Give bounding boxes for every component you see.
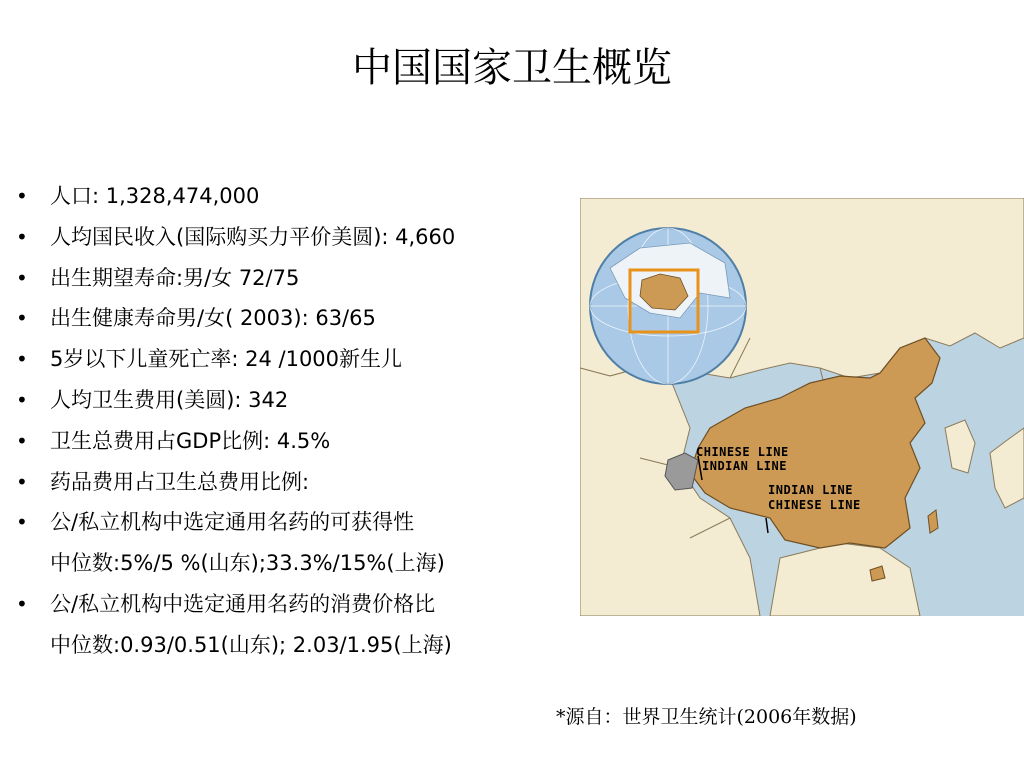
bullet-drug-share (14, 462, 594, 503)
bullet-text: 出生健康寿命男/女( 2003): 63/65 (50, 306, 376, 331)
bullet-text: 人均卫生费用(美圆): 342 (50, 387, 289, 412)
source-note: *源自：世界卫生统计(2006年数据) (556, 706, 857, 728)
map-label-indian-line-1: INDIAN LINE (702, 459, 787, 473)
bullet-symbol: • (16, 265, 28, 290)
bullet-text: 公/私立机构中选定通用名药的消费价格比 (50, 591, 436, 616)
bullet-text: 出生期望寿命:男/女 72/75 (50, 265, 300, 290)
bullet-gni (14, 217, 594, 258)
bullet-symbol: • (16, 306, 28, 331)
bullet-symbol: • (16, 224, 28, 249)
bullet-population (14, 176, 594, 217)
china-map-graphic (580, 198, 1024, 616)
bullet-child-mortality (14, 339, 594, 380)
bullet-text: 卫生总费用占GDP比例: 4.5% (50, 428, 331, 453)
bullet-symbol: • (16, 591, 28, 616)
bullet-text-line2: 中位数:0.93/0.51(山东); 2.03/1.95(上海) (50, 632, 452, 657)
china-map (580, 198, 1024, 616)
bullet-symbol: • (16, 347, 28, 372)
bullet-text: 公/私立机构中选定通用名药的可获得性 (50, 510, 415, 535)
map-label-chinese-line-1: CHINESE LINE (696, 445, 789, 459)
map-label-chinese-line-2: CHINESE LINE (768, 498, 861, 512)
bullet-symbol: • (16, 184, 28, 208)
bullet-health-gdp (14, 421, 594, 462)
bullet-symbol: • (16, 428, 28, 453)
bullet-text: 药品费用占卫生总费用比例: (50, 469, 310, 494)
map-label-indian-line-2: INDIAN LINE (768, 483, 853, 497)
bullet-symbol: • (16, 387, 28, 412)
bullet-text-line2: 中位数:5%/5 %(山东);33.3%/15%(上海) (50, 551, 445, 576)
bullet-text: 人口: 1,328,474,000 (50, 184, 260, 208)
bullet-text: 人均国民收入(国际购买力平价美圆): 4,660 (50, 224, 456, 249)
slide-title: 中国国家卫生概览 (352, 45, 672, 91)
bullet-availability (14, 502, 594, 584)
bullet-text: 5岁以下儿童死亡率: 24 /1000新生儿 (50, 347, 403, 372)
bullet-health-spending (14, 380, 594, 421)
bullet-life-expectancy (14, 258, 594, 299)
bullet-price-ratio (14, 584, 594, 666)
globe-inset (590, 228, 746, 384)
bullet-symbol: • (16, 510, 28, 535)
bullet-symbol: • (16, 469, 28, 494)
bullet-list (14, 176, 594, 666)
bullet-healthy-life (14, 298, 594, 339)
